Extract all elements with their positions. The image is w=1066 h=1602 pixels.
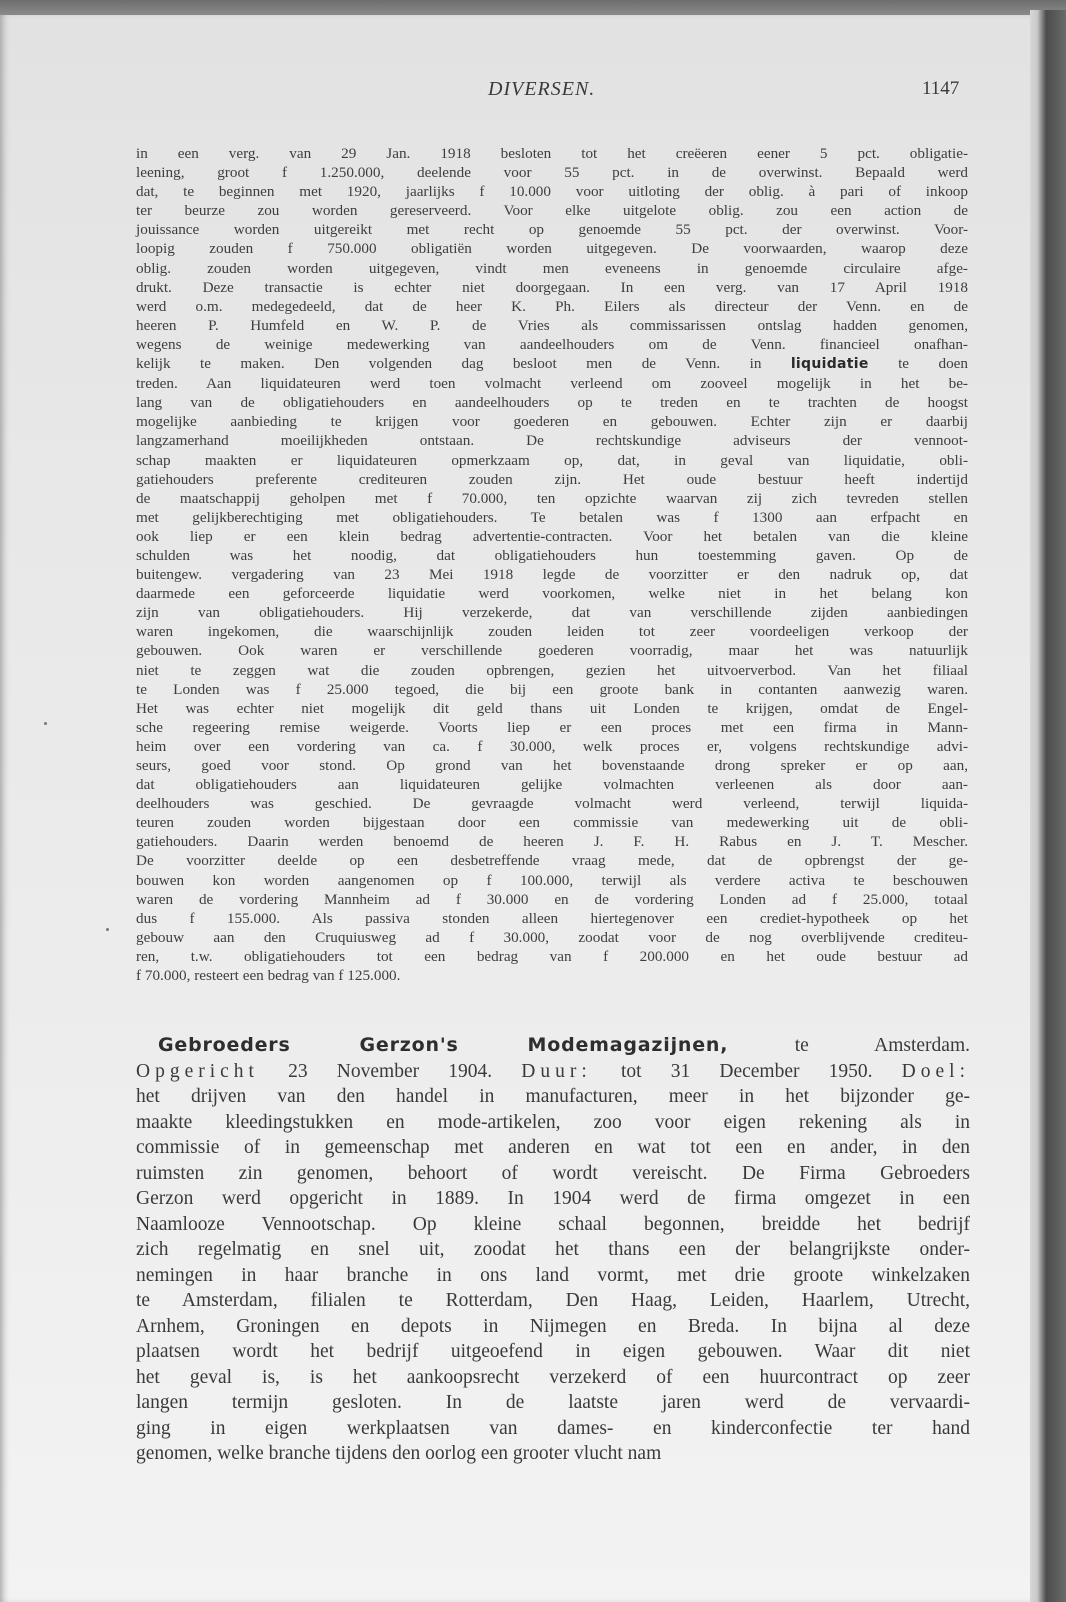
text-line: mogelijke aanbieding te krijgen voor goederen en gebouwen. Echter zijn er daarbij <box>136 413 968 431</box>
text-line: jouissance worden uitgereikt met recht op genoemde 55 pct. der overwinst. Voor- <box>136 221 968 239</box>
text-line: schulden was het noodig, dat obligatiehouders hun toestemming gaven. Op de <box>136 546 968 564</box>
text-line: ter beurze zou worden gereserveerd. Voor elke uitgelote oblig. zou een action de <box>136 202 968 220</box>
text-line: gebouwen. Ook waren er verschillende goederen voorradig, maar het was natuurlijk <box>136 642 968 660</box>
scan-right-edge <box>1030 10 1066 1602</box>
scan-top-edge <box>0 0 1066 15</box>
page-number: 1147 <box>922 78 960 99</box>
text-line: te Amsterdam, filialen te Rotterdam, Den Haag, Leiden, Haarlem, Utrecht, <box>136 1290 970 1311</box>
text-line: gatiehouders preferente crediteuren zouden zijn. Het oude bestuur heeft indertijd <box>136 470 968 488</box>
new-entry-text <box>136 1033 970 1467</box>
continued-entry-text <box>136 144 968 985</box>
text-line: het drijven van den handel in manufacturen, meer in het bijzonder ge- <box>136 1086 970 1107</box>
running-head: DIVERSEN. <box>488 78 596 100</box>
text-line <box>136 354 968 374</box>
text-line: zich regelmatig en snel uit, zoodat het thans een der belangrijkste onder- <box>136 1239 970 1260</box>
text-line: plaatsen wordt het bedrijf uitgeoefend in eigen gebouwen. Waar dit niet <box>136 1341 970 1362</box>
text-line: Naamlooze Vennootschap. Op kleine schaal begonnen, breidde het bedrijf <box>136 1213 970 1235</box>
entry-heading-line <box>136 1033 970 1059</box>
text-line: drukt. Deze transactie is echter niet doorgegaan. In een verg. van 17 April 1918 <box>136 278 968 296</box>
text-segment: te doen <box>868 355 968 373</box>
text-line: bouwen kon worden aangenomen op f 100.000, terwijl als verdere activa te beschouwen <box>136 871 968 889</box>
text-line: genomen, welke branche tijdens den oorlog een grooter vlucht nam <box>136 1443 662 1464</box>
company-location: te Amsterdam. <box>728 1035 970 1056</box>
text-line: sche regeering remise weigerde. Voorts liep er een proces met een firma in Mann- <box>136 718 968 736</box>
text-line: Het was echter niet mogelijk dit geld thans uit Londen te krijgen, omdat de Engel- <box>136 699 968 717</box>
text-line: heeren P. Humfeld en W. P. de Vries als commissarissen ontslag hadden genomen, <box>136 316 968 334</box>
text-line: wegens de weinige medewerking van aandeelhouders om de Venn. financieel onafhan- <box>136 335 968 353</box>
text-line: ging in eigen werkplaatsen van dames- en kinderconfectie ter hand <box>136 1417 970 1439</box>
margin-mark <box>106 928 109 931</box>
page-header <box>0 78 1066 108</box>
text-line: daarmede een geforceerde liquidatie werd voorkomen, welke niet in het belang kon <box>136 585 968 603</box>
text-line: niet te zeggen wat die zouden opbrengen, gezien het uitvoerverbod. Van het filiaal <box>136 661 968 679</box>
margin-mark <box>44 722 47 725</box>
text-line: dat, te beginnen met 1920, jaarlijks f 10.000 voor uitloting der oblig. à pari of inkoop <box>136 183 968 201</box>
text-line: nemingen in haar branche in ons land vormt, met drie groote winkelzaken <box>136 1264 970 1286</box>
text-line: langzamerhand moeilijkheden ontstaan. De rechtskundige adviseurs der vennoot- <box>136 432 968 450</box>
company-name: Gebroeders Gerzon's Modemagazijnen, <box>158 1034 729 1056</box>
text-line: het geval is, is het aankoopsrecht verzekerd of een huurcontract op zeer <box>136 1366 970 1388</box>
opgericht-value: 23 November 1904. <box>258 1060 522 1082</box>
text-segment: kelijk te maken. Den volgenden dag besloot men de Venn. in <box>136 355 791 373</box>
doel-label: Doel: <box>901 1060 970 1082</box>
text-line: teuren zouden worden bijgestaan door een commissie van medewerking uit de obli- <box>136 814 968 832</box>
text-line: f 70.000, resteert een bedrag van f 125.000. <box>136 967 401 985</box>
text-line: de maatschappij geholpen met f 70.000, ten opzichte waarvan zij zich tevreden stellen <box>136 489 968 507</box>
text-line: werd o.m. medegedeeld, dat de heer K. Ph. Eilers als directeur der Venn. en de <box>136 297 968 315</box>
duur-label: Duur: <box>521 1060 592 1082</box>
text-line: schap maakten er liquidateuren opmerkzaam op, dat, in geval van liquidatie, obli- <box>136 451 968 469</box>
entry-body <box>136 1084 970 1467</box>
text-line: ook liep er een klein bedrag advertentie-contracten. Voor het betalen van die kleine <box>136 527 968 545</box>
text-line: deelhouders was geschied. De gevraagde volmacht werd verleend, terwijl liquida- <box>136 795 968 813</box>
text-line: dus f 155.000. Als passiva stonden alleen hiertegenover een crediet-hypotheek op het <box>136 909 968 927</box>
text-line: heim over een vordering van ca. f 30.000, welk proces er, volgens rechtskundige advi- <box>136 737 968 755</box>
text-line: lang van de obligatiehouders en aandeelhouders op te treden en te trachten de hoogst <box>136 394 968 412</box>
text-line: De voorzitter deelde op een desbetreffende vraag mede, dat de opbrengst der ge- <box>136 852 968 870</box>
opgericht-label: Opgericht <box>136 1060 259 1082</box>
text-line: ren, t.w. obligatiehouders tot een bedrag van f 200.000 en het oude bestuur ad <box>136 947 968 965</box>
text-line: commissie of in gemeenschap met anderen en wat tot een en ander, in den <box>136 1137 970 1158</box>
text-line: waren de vordering Mannheim ad f 30.000 en de vordering Londen ad f 25.000, totaal <box>136 890 968 908</box>
text-line: te Londen was f 25.000 tegoed, die bij een groote bank in contanten aanwezig waren. <box>136 680 968 698</box>
text-line: treden. Aan liquidateuren werd toen volmacht verleend om zooveel mogelijk in het be- <box>136 375 968 393</box>
entry-meta-line <box>136 1059 970 1085</box>
text-line: buitengew. vergadering van 23 Mei 1918 legde de voorzitter er den nadruk op, dat <box>136 566 968 584</box>
text-line: waren ingekomen, die waarschijnlijk zouden leiden tot zeer voordeeligen verkoop der <box>136 623 968 641</box>
text-line: in een verg. van 29 Jan. 1918 besloten tot het creëeren eener 5 pct. obligatie- <box>136 145 968 162</box>
text-line: gebouw aan den Cruquiusweg ad f 30.000, zoodat voor de nog overblijvende crediteu- <box>136 928 968 946</box>
text-line: dat obligatiehouders aan liquidateuren gelijke volmachten verleenen als door aan- <box>136 776 968 794</box>
text-line: zijn van obligatiehouders. Hij verzekerde, dat van verschillende zijden aanbiedingen <box>136 604 968 622</box>
duur-value: tot 31 December 1950. <box>591 1060 902 1082</box>
text-line: ruimsten zin genomen, behoort of wordt vereischt. De Firma Gebroeders <box>136 1162 970 1184</box>
liquidatie-keyword: liquidatie <box>790 356 869 373</box>
text-line: langen termijn gesloten. In de laatste jaren werd de vervaardi- <box>136 1392 970 1413</box>
text-line: gatiehouders. Daarin werden benoemd de heeren J. F. H. Rabus en J. T. Mescher. <box>136 833 968 851</box>
text-line: leening, groot f 1.250.000, deelende voor 55 pct. in de overwinst. Bepaald werd <box>136 164 968 182</box>
text-line: Gerzon werd opgericht in 1889. In 1904 werd de firma omgezet in een <box>136 1188 970 1209</box>
text-line: seurs, goed voor stond. Op grond van het bovenstaande drong spreker er op aan, <box>136 757 968 774</box>
text-line: Arnhem, Groningen en depots in Nijmegen en Breda. In bijna al deze <box>136 1315 970 1337</box>
text-line: loopig zouden f 750.000 obligatiën worden uitgegeven. De voorwaarden, waarop deze <box>136 240 968 258</box>
text-line: oblig. zouden worden uitgegeven, vindt men eveneens in genoemde circulaire afge- <box>136 259 968 277</box>
text-line: met gelijkberechtiging met obligatiehouders. Te betalen was f 1300 aan erfpacht en <box>136 508 968 526</box>
text-line: maakte kleedingstukken en mode-artikelen, zoo voor eigen rekening als in <box>136 1111 970 1133</box>
